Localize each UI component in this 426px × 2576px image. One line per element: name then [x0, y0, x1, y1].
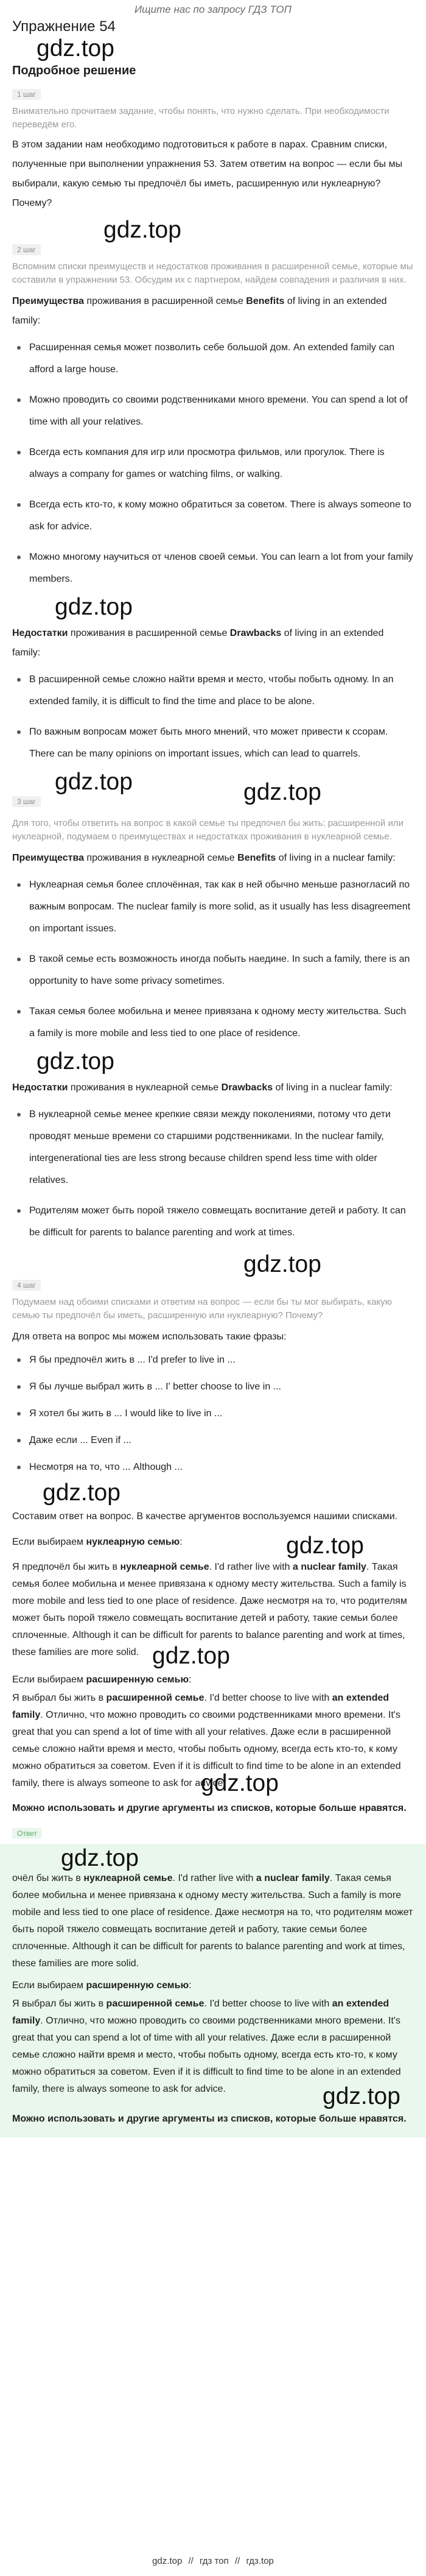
- step-badge: 1 шаг: [12, 89, 41, 100]
- list-heading: Преимущества проживания в расширенной семье Benefits of living in an extended family:: [12, 296, 387, 326]
- watermark: gdz.top: [103, 217, 181, 243]
- step-hint: Подумаем над обоими списками и ответим на вопрос — если бы ты мог выбирать, какую семью ты предпочёл бы иметь, расширенную или нуклеарную? Почему?: [12, 1297, 392, 1321]
- watermark: gdz.top: [55, 769, 133, 795]
- list-item: Расширенная семья может позволить себе большой дом. An extended family can afford a large house.: [12, 337, 414, 381]
- watermark: gdz.top: [323, 2083, 400, 2109]
- solution-heading: Подробное решение: [12, 64, 136, 77]
- closing-note: Можно использовать и другие аргументы из списков, которые больше нравятся.: [12, 1803, 407, 1813]
- extended-answer: Я выбрал бы жить в расширенной семье. I'd better choose to live with an extended family. Отлично, что можно проводить со своими родственниками много времени. It's great that you can spend a lot of time with all your relatives. Даже если в расширенной семье сложно найти время и место, чтобы побыть одному, всегда есть кто-то, к кому можно обратиться за советом. Even if it is difficult to find time to be alone in an extended family, there is always someone to ask for advice.: [12, 1999, 401, 2094]
- nuclear-answer: очёл бы жить в нуклеарной семье. I'd rather live with a nuclear family. Такая семья более мобильна и менее привязана к одному месту жительства. Such a family is more mobile and less tied to one place of residence. Даже несмотря на то, что родителям может быть порой тяжело совмещать воспитание детей и работу, такие семьи более сплоченные. Although it can be difficult for parents to balance parenting and work at times, these families are more solid.: [12, 1873, 413, 1969]
- list-item: Всегда есть кто-то, к кому можно обратиться за советом. There is always someone to ask for advice.: [12, 494, 414, 538]
- step-hint: Внимательно прочитаем задание, чтобы понять, что нужно сделать. При необходимости переведём его.: [12, 106, 389, 130]
- list-item: Можно проводить со своими родственниками много времени. You can spend a lot of time with all your relatives.: [12, 389, 414, 433]
- watermark: gdz.top: [201, 1770, 279, 1796]
- list-item: По важным вопросам может быть много мнений, что может привести к ссорам. There can be many opinions on important issues, which can lead to quarrels.: [12, 721, 414, 765]
- watermark: gdz.top: [286, 1533, 364, 1559]
- step-badge: 4 шаг: [12, 1280, 41, 1291]
- list-item: Нуклеарная семья более сплочённая, так как в ней обычно меньше разногласий по важным вопросам. The nuclear family is more solid, as it usually has less disagreement on important issues.: [12, 874, 414, 940]
- footer-links: [0, 2556, 426, 2566]
- list-item: Такая семья более мобильна и менее привязана к одному месту жительства. Such a family is more mobile and less tied to one place of residence.: [12, 1001, 414, 1045]
- step-badge: 3 шаг: [12, 796, 41, 807]
- list-item: Можно многому научиться от членов своей семьи. You can learn a lot from your family members.: [12, 546, 414, 590]
- top-banner[interactable]: Ищите нас по запросу ГДЗ ТОП: [134, 4, 292, 15]
- watermark: gdz.top: [243, 1251, 321, 1277]
- list-item: Родителям может быть порой тяжело совмещать воспитание детей и работу. It can be difficult for parents to balance parenting and work at times.: [12, 1200, 414, 1244]
- footer-separator: //: [188, 2556, 194, 2566]
- list-heading: Недостатки проживания в нуклеарной семье Drawbacks of living in a nuclear family:: [12, 1082, 393, 1093]
- drawbacks-list: [12, 1104, 414, 1244]
- step-text: В этом задании нам необходимо подготовиться к работе в парах. Сравним списки, полученные при выполнении упражнения 53. Затем ответим на вопрос — если бы мы выбирали, какую семью ты предпочёл бы иметь, расширенную или нуклеарную? Почему?: [12, 139, 403, 208]
- list-item: В расширенной семье сложно найти время и место, чтобы побыть одному. In an extended family, it is difficult to find the time and place to be alone.: [12, 669, 414, 713]
- footer-separator: //: [234, 2556, 240, 2566]
- list-item: Несмотря на то, что ... Although ...: [12, 1456, 414, 1478]
- list-item: Всегда есть компания для игр или просмотра фильмов, или прогулок. There is always a company for games or watching films, or walking.: [12, 442, 414, 485]
- closing-note: Можно использовать и другие аргументы из списков, которые больше нравятся.: [12, 2114, 407, 2124]
- list-item: В нуклеарной семье менее крепкие связи между поколениями, потому что дети проводят меньше времени со старшими родственниками. In the nuclear family, intergenerational ties are less strong because children spend less time with older relatives.: [12, 1104, 414, 1191]
- extended-answer: Я выбрал бы жить в расширенной семье. I'd better choose to live with an extended family. Отлично, что можно проводить со своими родственниками много времени. It's great that you can spend a lot of time with all your relatives. Даже если в расширенной семье сложно найти время и место, чтобы побыть одному, всегда есть кто-то, к кому можно обратиться за советом. Even if it is difficult to find time to be alone in an extended family, there is always someone to ask for advice.: [12, 1693, 401, 1788]
- watermark: gdz.top: [55, 594, 133, 620]
- list-heading: Недостатки проживания в расширенной семье Drawbacks of living in an extended family:: [12, 628, 384, 658]
- watermark: gdz.top: [243, 779, 321, 805]
- watermark: gdz.top: [152, 1643, 230, 1669]
- choice-heading: Если выбираем расширенную семью:: [12, 1980, 192, 1991]
- list-heading: Преимущества проживания в нуклеарной семье Benefits of living in a nuclear family:: [12, 853, 396, 863]
- benefits-list: [12, 874, 414, 1045]
- step-hint: Для того, чтобы ответить на вопрос в какой семье ты предпочел бы жить: расширенной или нуклеарной, подумаем о преимуществах и недостатках проживания в нуклеарной семье.: [12, 818, 403, 842]
- nuclear-answer: Я предпочёл бы жить в нуклеарной семье. I'd rather live with a nuclear family. Такая семья более мобильна и менее привязана к одному месту жительства. Such a family is more mobile and less tied to one place of residence. Даже несмотря на то, что родителям может быть порой тяжело совмещать воспитание детей и работу, такие семьи более сплоченные. Although it can be difficult for parents to balance parenting and work at times, these families are more solid.: [12, 1562, 407, 1657]
- watermark: gdz.top: [61, 1845, 139, 1871]
- answer-badge: Ответ: [12, 1828, 42, 1839]
- step-hint: Вспомним списки преимуществ и недостатков проживания в расширенной семье, которые мы составили в упражнении 53. Обсудим их с партнером, найдем совпадения и различия в них.: [12, 261, 413, 285]
- choice-heading: Если выбираем расширенную семью:: [12, 1674, 192, 1685]
- benefits-list: [12, 337, 414, 590]
- footer-link[interactable]: гдз.top: [246, 2556, 274, 2566]
- list-item: Я бы лучше выбрал жить в ... I' better choose to live in ...: [12, 1376, 414, 1398]
- list-item: Даже если ... Even if ...: [12, 1430, 414, 1452]
- drawbacks-list: [12, 669, 414, 765]
- list-item: В такой семье есть возможность иногда побыть наедине. In such a family, there is an opportunity to have some privacy sometimes.: [12, 948, 414, 992]
- step-text: Для ответа на вопрос мы можем использовать такие фразы:: [12, 1332, 287, 1342]
- list-item: Я бы предпочёл жить в ... I'd prefer to live in ...: [12, 1349, 414, 1371]
- watermark: gdz.top: [43, 1480, 120, 1506]
- phrases-list: [12, 1349, 414, 1478]
- watermark: gdz.top: [37, 35, 114, 62]
- step-text: Составим ответ на вопрос. В качестве аргументов воспользуемся нашими списками.: [12, 1511, 398, 1522]
- step-badge: 2 шаг: [12, 244, 41, 255]
- watermark: gdz.top: [37, 1048, 114, 1075]
- page-title: Упражнение 54: [12, 18, 116, 35]
- footer-link[interactable]: гдз топ: [200, 2556, 229, 2566]
- choice-heading: Если выбираем нуклеарную семью:: [12, 1537, 183, 1547]
- footer-link[interactable]: gdz.top: [152, 2556, 183, 2566]
- answer-box: [0, 1844, 426, 2137]
- list-item: Я хотел бы жить в ... I would like to live in ...: [12, 1403, 414, 1425]
